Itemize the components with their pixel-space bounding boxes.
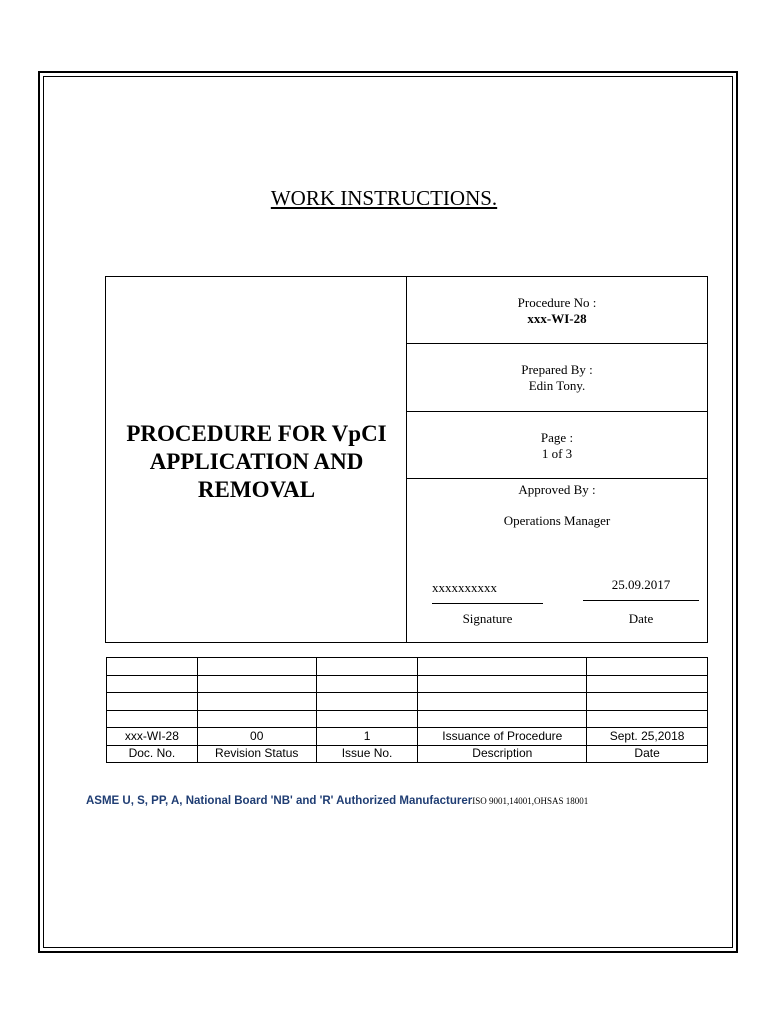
procedure-title — [106, 420, 407, 504]
procedure-no-label: Procedure No : — [517, 295, 597, 310]
table-cell — [316, 675, 418, 693]
revision-status-cell: 00 — [197, 728, 316, 746]
table-cell — [418, 675, 587, 693]
signature-line — [432, 603, 543, 604]
table-cell — [197, 658, 316, 676]
table-cell — [107, 710, 198, 728]
revision-table — [106, 657, 708, 763]
approval-cell — [407, 479, 707, 642]
date-line — [583, 600, 699, 601]
table-cell — [197, 675, 316, 693]
footer-iso: ISO 9001,14001,OHSAS 18001 — [472, 796, 589, 806]
page-value: 1 of 3 — [541, 446, 573, 461]
prepared-by-cell — [407, 344, 707, 412]
procedure-no-value: xxx-WI-28 — [527, 311, 587, 326]
header-issue-no: Issue No. — [316, 745, 418, 763]
table-cell — [107, 658, 198, 676]
prepared-by-label: Prepared By : — [521, 362, 593, 377]
page-label: Page : — [540, 430, 574, 445]
footer-certifications — [86, 795, 588, 807]
table-cell — [316, 658, 418, 676]
procedure-title-line-3: REMOVAL — [197, 477, 316, 502]
table-row — [107, 675, 708, 693]
footer-text: ASME U, S, PP, A, National Board 'NB' and 'R' Authorized Manufacturer — [86, 795, 473, 807]
approval-date-value: 25.09.2017 — [611, 577, 671, 592]
table-row — [107, 658, 708, 676]
table-cell — [418, 658, 587, 676]
procedure-details-cell — [407, 277, 707, 642]
signature-label: Signature — [462, 611, 513, 626]
header-doc-no: Doc. No. — [107, 745, 198, 763]
signature-value: xxxxxxxxxx — [432, 580, 497, 595]
header-date: Date — [587, 745, 708, 763]
procedure-title-line-2: APPLICATION AND — [149, 449, 364, 474]
table-cell — [197, 710, 316, 728]
issue-no-cell: 1 — [316, 728, 418, 746]
procedure-title-line-1: PROCEDURE FOR VpCI — [126, 421, 387, 446]
table-cell — [107, 675, 198, 693]
table-cell — [197, 693, 316, 711]
table-cell — [316, 710, 418, 728]
table-cell — [316, 693, 418, 711]
prepared-by-value: Edin Tony. — [528, 378, 586, 393]
table-row — [107, 693, 708, 711]
procedure-no-cell — [407, 277, 707, 344]
header-revision-status: Revision Status — [197, 745, 316, 763]
approved-by-label: Approved By : — [518, 482, 596, 497]
description-cell: Issuance of Procedure — [418, 728, 587, 746]
date-cell: Sept. 25,2018 — [587, 728, 708, 746]
approved-by-value: Operations Manager — [503, 513, 611, 528]
table-cell — [587, 658, 708, 676]
table-cell — [418, 693, 587, 711]
table-header-row — [107, 745, 708, 763]
table-cell — [587, 710, 708, 728]
table-cell — [107, 693, 198, 711]
doc-no-cell: xxx-WI-28 — [107, 728, 198, 746]
page-cell — [407, 412, 707, 479]
procedure-info-box — [105, 276, 708, 643]
document-heading: WORK INSTRUCTIONS. — [270, 186, 498, 210]
table-cell — [587, 675, 708, 693]
date-label: Date — [628, 611, 654, 626]
table-row — [107, 710, 708, 728]
procedure-title-cell — [106, 277, 407, 642]
table-row — [107, 728, 708, 746]
table-cell — [587, 693, 708, 711]
table-cell — [418, 710, 587, 728]
header-description: Description — [418, 745, 587, 763]
